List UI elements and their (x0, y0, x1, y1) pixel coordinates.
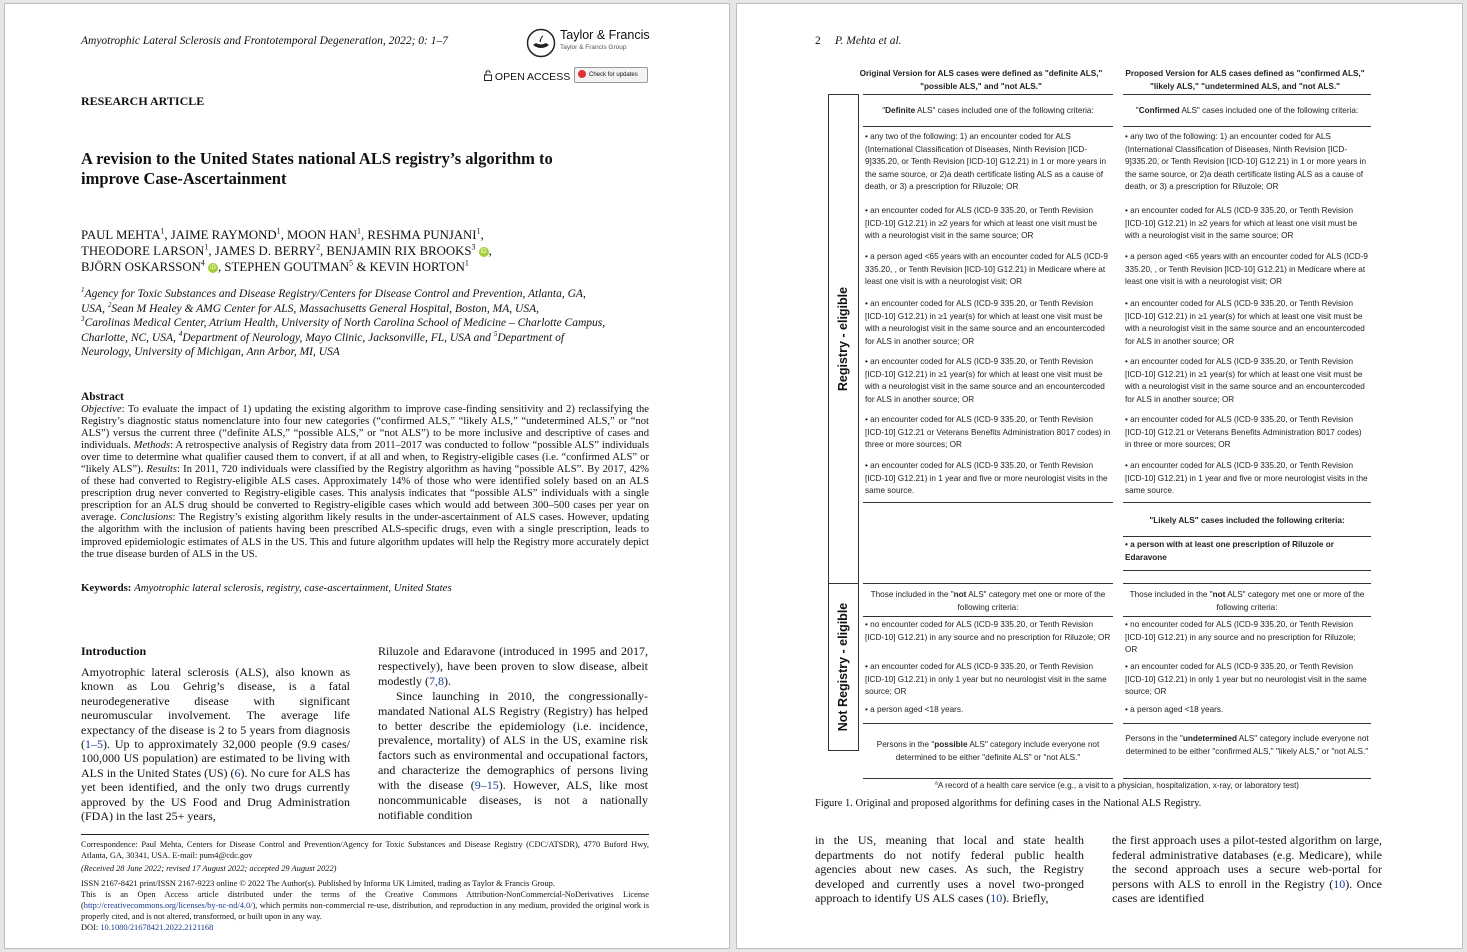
open-lock-icon (484, 70, 492, 81)
author-name[interactable]: PAUL MEHTA (81, 228, 161, 242)
not-als-criterion: • a person aged <18 years. (1125, 705, 1224, 714)
footer-notes (81, 839, 649, 933)
abstract-body: Objective: To evaluate the impact of 1) updating the existing algorithm to improve case-finding sensitivity and 2) reclassifying the Registry’s diagnostic status nomenclature into four new categories (“confirmed ALS,” “likely ALS,” “undetermined ALS,” or “not ALS”) versus the current three (“definite ALS,” “possible ALS,” or “not ALS”) to be more inclusive and descriptive of cases and individuals. Methods: A retrospective analysis of Registry data from 2011–2017 was conducted to follow “possible ALS” individuals over time to determine what qualifier caused them to convert, if at all and when, to Registry-eligible cases (i.e. “confirmed ALS” or “likely ALS”). Results: In 2011, 720 individuals were classified by the Registry algorithm as having “possible ALS”. By 2017, 42% of these had converted to Registry-eligible ALS cases. Approximately 14% of those who were identified solely based on an ALS prescription drug never converted to Registry-eligible cases. This analysis indicates that “possible ALS” individuals with a single prescription for an ALS drug should be converted to Registry-eligible cases which would add between 300–500 cases per year on average. Conclusions: The Registry’s existing algorithm likely results in the under-ascertainment of ALS cases. However, updating the algorithm with the inclusion of patients having been prescribed ALS-specific drugs, even with a single prescription, leads to improved epidemiologic estimates of ALS in the US. This and future algorithm updates will help the Registry more accurately depict the true disease burden of ALS in the US. (81, 404, 649, 560)
author-list: PAUL MEHTA$^1$, JAIME RAYMOND$^1$, MOON HAN$^1$, RESHMA PUNJANI$^1$, THEODORE LARSON$^1$, JAMES D. BERRY$^2$, BENJAMIN RIX BROOKS$^3$ iD , BJÖRN OSKARSSON$^4$ iD , STEPHEN GOUTMAN$^5$ & KEVIN HORTON$^1$ (81, 226, 492, 274)
author-name[interactable]: , MOON HAN (280, 228, 358, 242)
criterion-item: • an encounter coded for ALS (ICD-9 335.20, or Tenth Revision [ICD-10] G12.21) in ≥2 years for which at least one visit must be with a neurologist visit in the same source; OR (1125, 206, 1358, 241)
abstract-heading: Abstract (81, 391, 124, 403)
author-name[interactable]: , STEPHEN GOUTMAN (218, 260, 350, 274)
body-column-1: in the US, meaning that local and state health departments do not notify federal public health agencies about new cases. As such, the Registry developed and currently uses a novel two-pronged approach to identify US ALS cases (10). Briefly, (815, 833, 1084, 905)
body-column-2: the first approach uses a pilot-tested algorithm on large, federal administrative databases (e.g. Medicare), while the second approach uses a secure web-portal for persons with ALS to enroll in the Registry (10). Once cases are identified (1112, 833, 1382, 905)
title-line-2: improve Case-Ascertainment (81, 168, 287, 188)
figure-caption: Figure 1. Original and proposed algorithms for defining cases in the National ALS Registry. (815, 798, 1202, 809)
rule (863, 583, 1113, 584)
author-name[interactable]: , BENJAMIN RIX BROOKS (320, 244, 472, 258)
criterion-item: • an encounter coded for ALS (ICD-9 335.20, or Tenth Revision [ICD-10] G12.21 or Veterans Benefits Administration 8017 codes) in three or more sources; OR (865, 415, 1111, 450)
title-line-1: A revision to the United States national ALS registry’s algorithm to (81, 149, 553, 168)
citation-link[interactable]: 7,8 (429, 673, 444, 688)
doi-link[interactable]: 10.1080/21678421.2022.2121168 (100, 923, 214, 932)
author-name[interactable]: , JAMES D. BERRY (208, 244, 317, 258)
not-als-header: Those included in the "not ALS" category met one or more of the following criteria: (1129, 590, 1365, 612)
author-name[interactable]: BJÖRN OSKARSSON (81, 260, 201, 274)
taylor-francis-lamp-icon (526, 28, 556, 58)
possible-als-definition: Persons in the "possible ALS" category include everyone not determined to be either "definite ALS" or "not ALS." (876, 740, 1100, 762)
rule (1123, 502, 1371, 503)
not-als-criterion: • no encounter coded for ALS (ICD-9 335.20, or Tenth Revision [ICD-10] G12.21) in any source and no prescription for Riluzole; OR (865, 620, 1111, 642)
criterion-item: • an encounter coded for ALS (ICD-9 335.20, or Tenth Revision [ICD-10] G12.21) in 1 year and five or more neurologist visits in the same source. (1125, 461, 1368, 496)
rule (1123, 583, 1371, 584)
footer-rule (81, 834, 649, 835)
criterion-item: • any two of the following: 1) an encounter coded for ALS (International Classification of Diseases, Ninth Revision [ICD-9]335.20, or Tenth Revision [ICD-10] G12.21) in 1 or more years in the same source, or 2)a death certificate listing ALS as a cause of death, or 3) a prescription for Riluzole; OR (1125, 132, 1367, 192)
rule (1123, 616, 1371, 617)
citation-link[interactable]: 10 (990, 891, 1003, 905)
author-name[interactable]: , RESHMA PUNJANI (361, 228, 477, 242)
check-for-updates-button[interactable] (574, 67, 648, 83)
received-dates: (Received 28 June 2022; revised 17 August 2022; accepted 29 August 2022) (81, 864, 337, 873)
article-type: RESEARCH ARTICLE (81, 94, 205, 108)
rule (863, 616, 1113, 617)
author-name[interactable]: & KEVIN HORTON (353, 260, 465, 274)
not-als-header: Those included in the "not ALS" category met one or more of the following criteria: (870, 590, 1106, 612)
criterion-item: • an encounter coded for ALS (ICD-9 335.20, or Tenth Revision [ICD-10] G12.21) in ≥1 year(s) for which at least one visit must be with a neurologist visit in the same source and an encountercoded for ALS in another source; OR (865, 299, 1105, 346)
criterion-item: • a person aged <65 years with an encounter coded for ALS (ICD-9 335.20, , or Tenth Revision [ICD-10] G12.21) in Medicare where at least one visit is with a neurologist visit; OR (1125, 252, 1368, 287)
rule (863, 126, 1113, 127)
author-name[interactable]: , JAIME RAYMOND (164, 228, 277, 242)
criterion-item: • an encounter coded for ALS (ICD-9 335.20, or Tenth Revision [ICD-10] G12.21 or Veterans Benefits Administration 8017 codes) in three or more sources; OR (1125, 415, 1362, 450)
citation-link[interactable]: 1–5 (85, 737, 103, 752)
orcid-icon[interactable]: iD (208, 263, 218, 273)
figure-1-table (817, 60, 1377, 788)
publisher-sub: Taylor & Francis Group (560, 44, 627, 51)
author-name[interactable]: THEODORE LARSON (81, 244, 205, 258)
row-label-not-registry-eligible: Not Registry - eligible (836, 602, 850, 732)
confirmed-criteria-header: "Confirmed ALS" cases included one of the following criteria: (1135, 106, 1359, 115)
rule (863, 723, 1113, 724)
publisher-logo[interactable] (526, 26, 656, 60)
journal-citation: Amyotrophic Lateral Sclerosis and Frontotemporal Degeneration, 2022; 0: 1–7 (81, 35, 449, 47)
row-label-registry-eligible: Registry - eligible (836, 286, 850, 392)
rule (863, 778, 1113, 779)
col-header-proposed: Proposed Version for ALS cases defined as "confirmed ALS," "likely ALS," "undetermined ALS, and "not ALS." (1125, 69, 1365, 91)
criterion-item: • any two of the following: 1) an encounter coded for ALS (International Classification of Diseases, Ninth Revision [ICD-9]335.20, or Tenth Revision [ICD-10] G12.21) in 1 or more years in the same source, or 2)a death certificate listing ALS as a cause of death, or 3) a prescription for Riluzole; OR (865, 132, 1107, 192)
rule (1123, 126, 1371, 127)
citation-link[interactable]: 9–15 (474, 778, 499, 793)
citation-link[interactable]: 10 (1333, 876, 1346, 891)
rule (863, 502, 1113, 503)
not-als-criterion: • a person aged <18 years. (865, 705, 964, 714)
table-footnote: $^a$A record of a health care service (e.g., a visit to a physician, hospitalization, x-ray, or laboratory test) (935, 780, 1299, 790)
definite-criteria-header: "Definite ALS" cases included one of the following criteria: (882, 106, 1094, 115)
rule (1123, 94, 1371, 95)
criterion-item: • an encounter coded for ALS (ICD-9 335.20, or Tenth Revision [ICD-10] G12.21) in 1 year and five or more neurologist visits in the same source. (865, 461, 1108, 496)
page-2 (736, 3, 1463, 949)
open-access-badge[interactable] (484, 70, 570, 83)
row-label-frame-right (858, 94, 859, 750)
open-access-label: OPEN ACCESS (494, 71, 571, 83)
orcid-icon[interactable]: iD (479, 247, 489, 257)
col-header-original: Original Version for ALS cases were defined as "definite ALS," "possible ALS," and "not ALS." (859, 69, 1103, 91)
not-als-criterion: • no encounter coded for ALS (ICD-9 335.20, or Tenth Revision [ICD-10] G12.21) in any source and no prescription for Riluzole; OR (1125, 620, 1356, 655)
rule (1123, 778, 1371, 779)
running-head: P. Mehta et al. (835, 35, 902, 47)
citation-link[interactable]: 6 (234, 765, 241, 780)
rule (1123, 536, 1371, 537)
page-1 (4, 3, 730, 949)
intro-column-1: Amyotrophic lateral sclerosis (ALS), also known as known as Lou Gehrig’s disease, is a fatal neurodegenerative disease with significant neuromuscular involvement. The average life expectancy of the disease is 2 to 5 years from diagnosis (1–5). Up to approximately 32,000 people (9.9 cases/ 100,000 US population) are estimated to be living with ALS in the United States (US) (6). No cure for ALS has yet been identified, and the only two drugs currently approved by the US Food and Drug Administration (FDA) in the last 25+ years, (81, 665, 350, 824)
check-updates-label: Check for updates (589, 72, 638, 78)
affiliations: $^1$Agency for Toxic Substances and Disease Registry/Centers for Disease Control and Prevention, Atlanta, GA, USA, $^2$Sean M Healey & AMG Center for ALS, Massachusetts General Hospital, Boston, MA, USA, $^3$Carolinas Medical Center, Atrium Health, University of North Carolina School of Medicine – Charlotte Campus, Charlotte, NC, USA, $^4$Department of Neurology, Mayo Clinic, Jacksonville, FL, USA and $^5$Department of Neurology, University of Michigan, Ann Arbor, MI, USA (81, 286, 606, 358)
crossmark-icon (578, 70, 586, 78)
license-text: This is an Open Access article distributed under the terms of the Creative Commons Attribution-NonCommercial-NoDerivatives License (http://creativecommons.org/licenses/by-nc-nd/4.0/), which permits non-commercial re-use, distribution, and reproduction in any medium, provided the original work is properly cited, and is not altered, transformed, or built upon in any way. (81, 890, 649, 921)
issn-line: ISSN 2167-8421 print/ISSN 2167-9223 online © 2022 The Author(s). Published by Informa UK Limited, trading as Taylor & Francis Group. (81, 879, 555, 888)
introduction-heading: Introduction (81, 644, 147, 658)
rule (1123, 570, 1371, 571)
article-title (81, 149, 553, 188)
criterion-item: • a person aged <65 years with an encounter coded for ALS (ICD-9 335.20, , or Tenth Revision [ICD-10] G12.21) in Medicare where at least one visit is with a neurologist visit; OR (865, 252, 1108, 287)
likely-als-criterion: • a person with at least one prescription of Riluzole or Edaravone (1125, 540, 1334, 562)
row-label-frame-top (828, 94, 859, 95)
license-link[interactable]: http://creativecommons.org/licenses/by-nc-nd/4.0/ (83, 901, 253, 910)
intro-column-2: Riluzole and Edaravone (introduced in 1995 and 2017, respectively), have been proven to slow disease, albeit modestly (7,8). Since launching in 2010, the congressionally-mandated National ALS Registry (Registry) has helped to better describe the epidemiology (i.e. incidence, prevalence, mortality) of ALS in the US, examine risk factors such as environmental and occupational factors, and characterize the demographics of persons living with the disease (9–15). However, ALS, like most noncommunicable diseases, is not a nationally notifiable condition (378, 644, 648, 822)
criterion-item: • an encounter coded for ALS (ICD-9 335.20, or Tenth Revision [ICD-10] G12.21) in ≥2 years for which at least one visit must be with a neurologist visit in the same source; OR (865, 206, 1098, 241)
criterion-item: • an encounter coded for ALS (ICD-9 335.20, or Tenth Revision [ICD-10] G12.21) in ≥1 year(s) for which at least one visit must be with a neurologist visit in the same source and an encountercoded for ALS in another source; OR (1125, 299, 1365, 346)
rule (863, 94, 1113, 95)
criterion-item: • an encounter coded for ALS (ICD-9 335.20, or Tenth Revision [ICD-10] G12.21) in ≥1 year(s) for which at least one visit must be with a neurologist visit in the same source and an encountercoded for ALS in another source; OR (1125, 357, 1365, 404)
keywords: Keywords: Amyotrophic lateral sclerosis, registry, case-ascertainment, United States (81, 582, 452, 594)
page-number: 2 (815, 35, 821, 47)
not-als-criterion: • an encounter coded for ALS (ICD-9 335.20, or Tenth Revision [ICD-10] G12.21) in only 1 year but no neurologist visit in the same source; OR (865, 662, 1107, 697)
criterion-item: • an encounter coded for ALS (ICD-9 335.20, or Tenth Revision [ICD-10] G12.21) in ≥1 year(s) for which at least one visit must be with a neurologist visit in the same source and an encountercoded for ALS in another source; OR (865, 357, 1105, 404)
correspondence: Correspondence: Paul Mehta, Centers for Disease Control and Prevention/Agency for Toxic Substances and Disease Registry (CDC/ATSDR), 4770 Buford Hwy, Atlanta, GA, 30341, USA. E-mail: pum4@cdc.gov (81, 840, 649, 860)
not-als-criterion: • an encounter coded for ALS (ICD-9 335.20, or Tenth Revision [ICD-10] G12.21) in only 1 year but no neurologist visit in the same source; OR (1125, 662, 1367, 697)
undetermined-als-definition: Persons in the "undetermined ALS" category include everyone not determined to be either "confirmed ALS," "likely ALS," or "not ALS." (1125, 734, 1369, 756)
rule (1123, 723, 1371, 724)
publisher-name: Taylor & Francis (560, 28, 650, 42)
likely-als-header: "Likely ALS" cases included the following criteria: (1149, 516, 1345, 525)
row-label-frame-left (828, 94, 829, 750)
doi-line: DOI: 10.1080/21678421.2022.2121168 (81, 923, 214, 932)
